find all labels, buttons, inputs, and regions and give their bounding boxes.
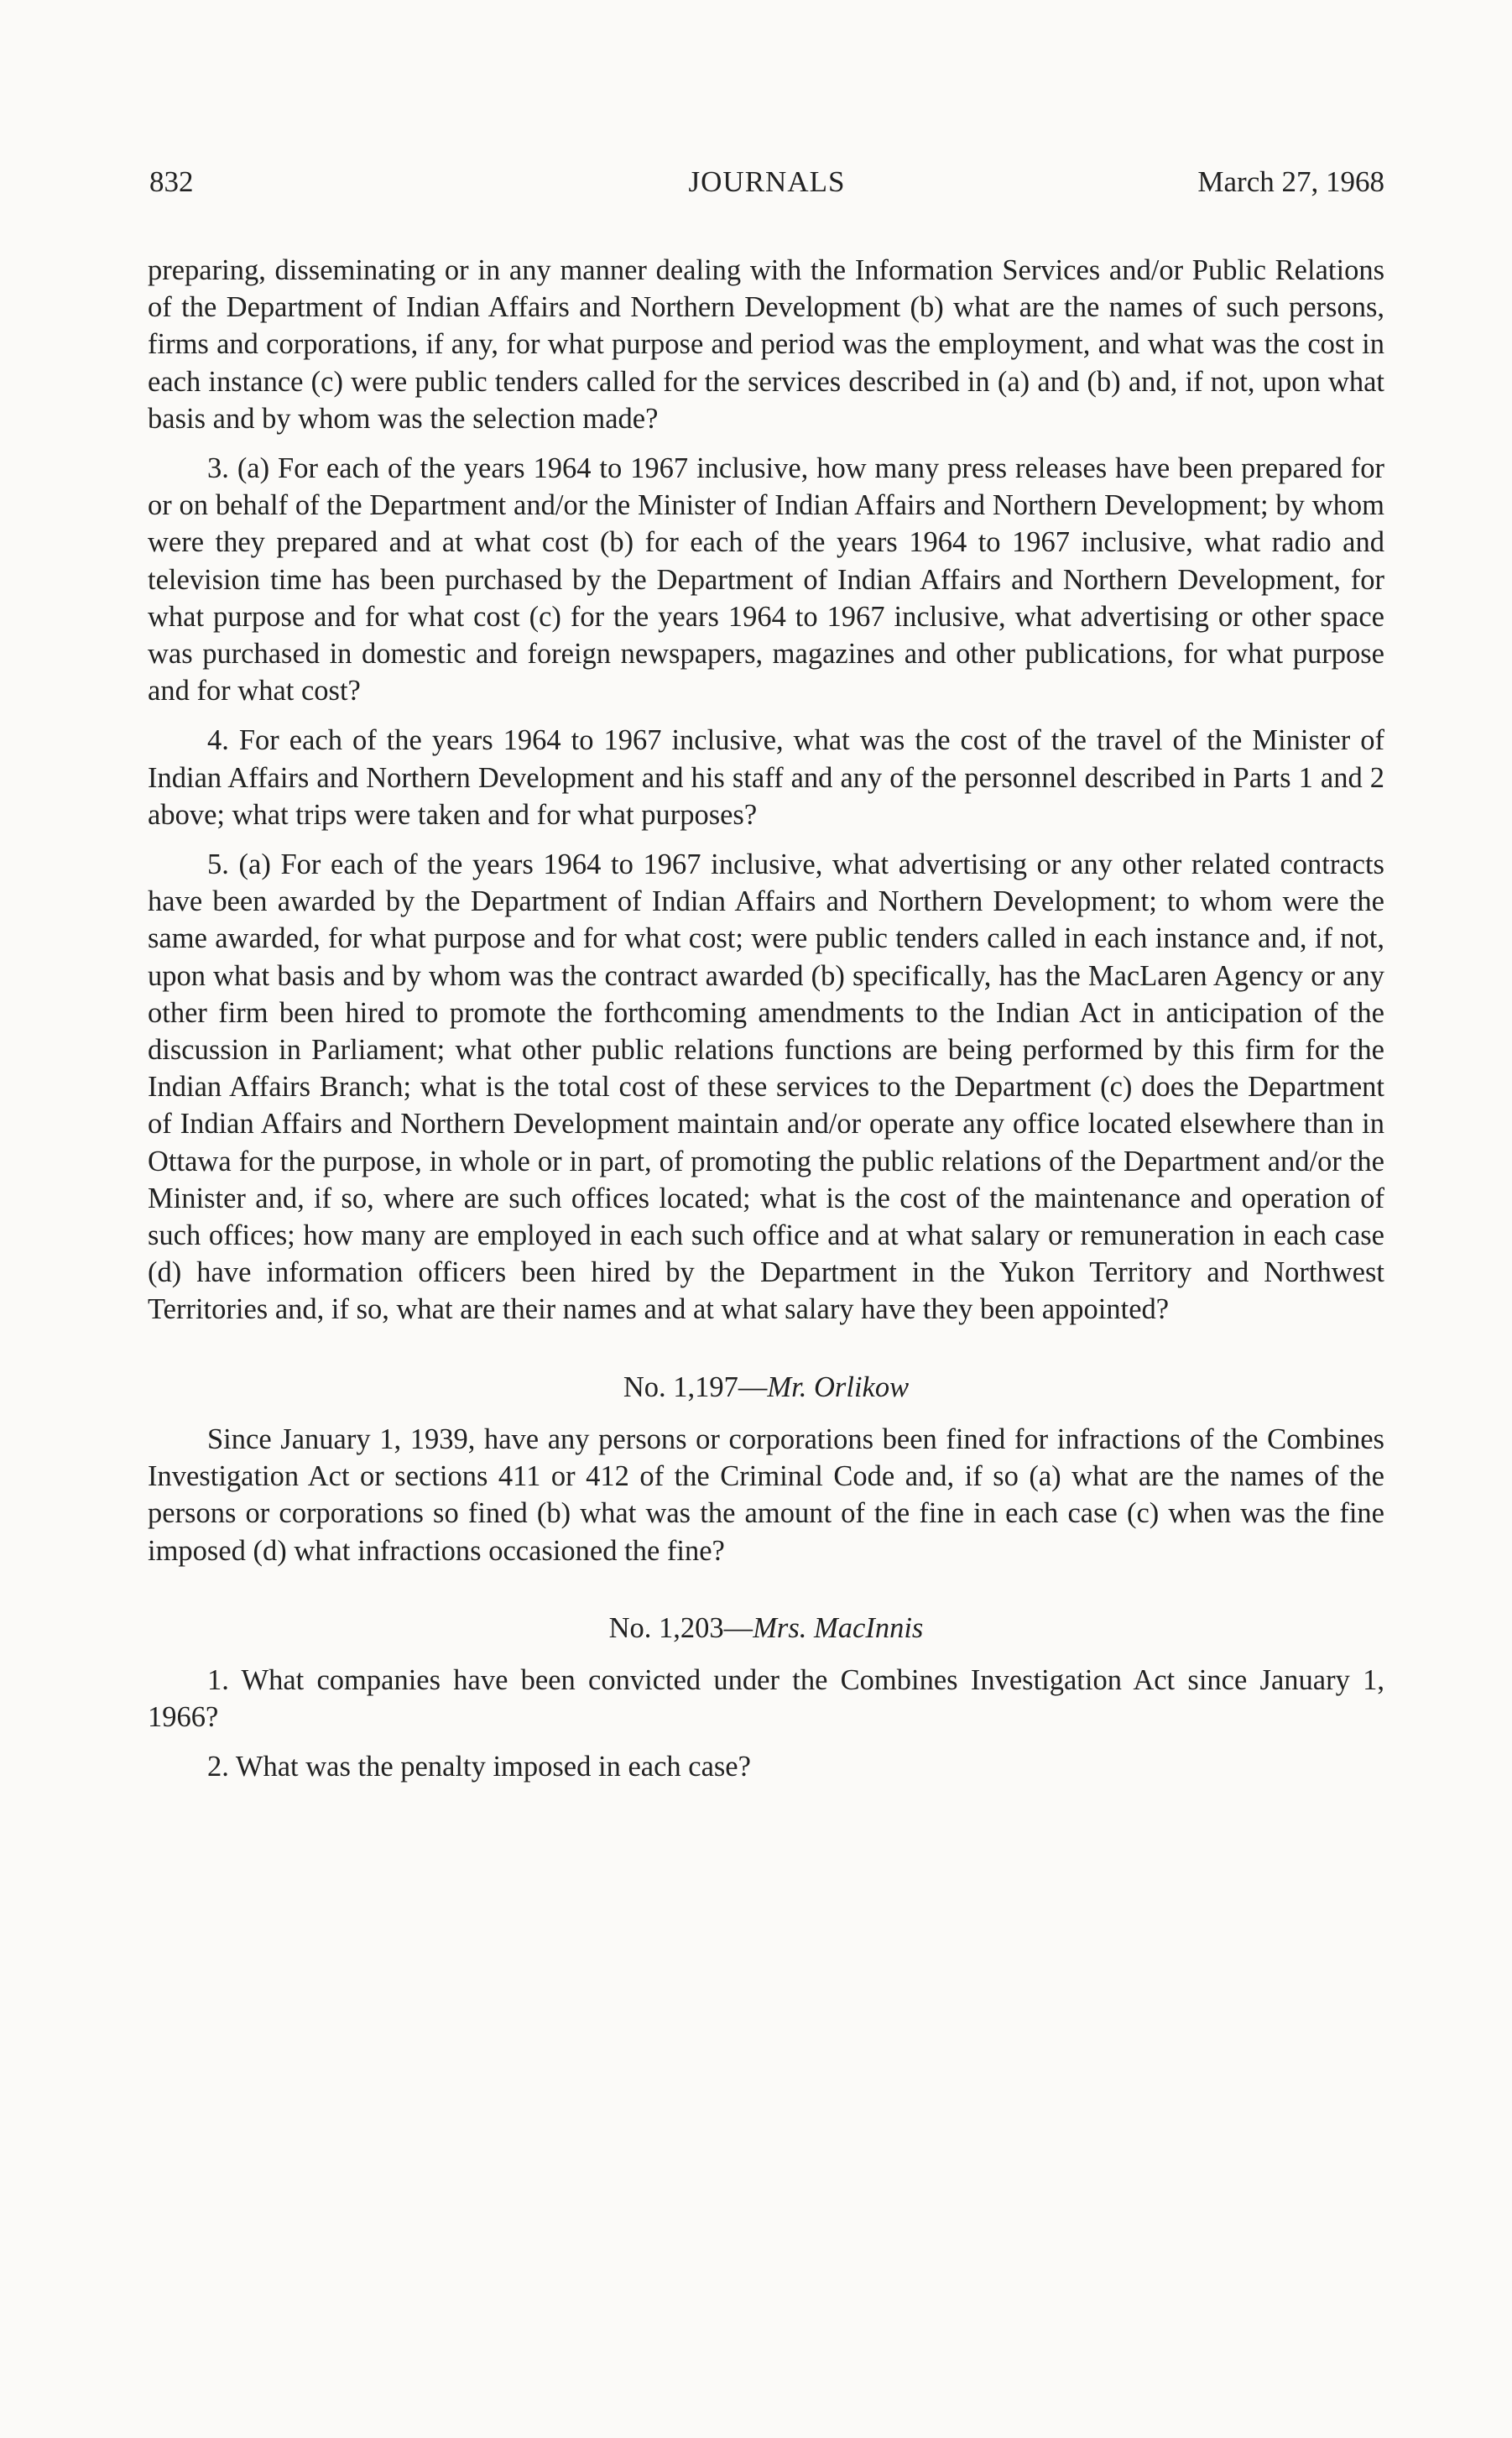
question-number: No. 1,197— xyxy=(623,1370,768,1403)
item-text: What was the penalty imposed in each case? xyxy=(235,1751,751,1783)
item-number: 3. xyxy=(207,452,229,485)
item-number: 5. xyxy=(207,848,229,881)
journal-date: March 27, 1968 xyxy=(1197,165,1384,198)
question-item-3 xyxy=(148,450,1384,709)
question-member: Mr. Orlikow xyxy=(767,1370,910,1403)
body-text xyxy=(148,252,1384,1798)
item-text: (a) For each of the years 1964 to 1967 inclusive, what advertising or any other related contracts have been awarded by the Department of Indian Affairs and Northern Development; to whom were the same awarded, for what purpose and for what cost; were public tenders called in each instance and, if not, upon what basis and by whom was the contract awarded (b) specifically, has the MacLaren Agency or any other firm been hired to promote the forthcoming amendments to the Indian Act in anticipation of the discussion in Parliament; what other public relations functions are being performed by this firm for the Indian Affairs Branch; what is the total cost of these services to the Department (c) does the Department of Indian Affairs and Northern Development maintain and/or operate any office located elsewhere than in Ottawa for the purpose, in whole or in part, of promoting the public relations of the Department and/or the Minister and, if so, where are such offices located; what is the cost of the maintenance and operation of such offices; how many are employed in each such office and at what salary or remuneration in each case (d) have information officers been hired by the Department in the Yukon Territory and Northwest Territories and, if so, what are their names and at what salary have they been appointed? xyxy=(148,848,1384,1326)
continuation-paragraph: preparing, disseminating or in any manner dealing with the Information Services and/or Public Relations of the Department of Indian Affairs and Northern Development (b) what are the names of such persons, firms and corporations, if any, for what purpose and period was the employment, and what was the cost in each instance (c) were public tenders called for the services described in (a) and (b) and, if not, upon what basis and by whom was the selection made? xyxy=(148,254,1384,435)
question-heading-1203 xyxy=(148,1610,1384,1647)
question-heading-1197 xyxy=(148,1369,1384,1406)
question-1203-item-2 xyxy=(148,1748,1384,1785)
question-item-4 xyxy=(148,722,1384,833)
item-number: 2. xyxy=(207,1751,229,1783)
item-text: What companies have been convicted under the Combines Investigation Act since January 1, 1966? xyxy=(148,1663,1384,1734)
question-item-5 xyxy=(148,846,1384,1329)
question-member: Mrs. MacInnis xyxy=(753,1611,924,1644)
item-number: 4. xyxy=(207,724,229,757)
question-number: No. 1,203— xyxy=(608,1611,753,1644)
question-1203-item-1 xyxy=(148,1662,1384,1736)
journal-title: JOURNALS xyxy=(688,165,846,198)
item-text: For each of the years 1964 to 1967 inclusive, what was the cost of the travel of the Minister of Indian Affairs and Northern Development and his staff and any of the personnel described in Parts 1 and 2 above; what trips were taken and for what purposes? xyxy=(148,724,1385,831)
question-1197-text: Since January 1, 1939, have any persons or corporations been fined for infractions of the Combines Investigation Act or sections 411 or 412 of the Criminal Code and, if so (a) what are the names of the persons or corporations so fined (b) what was the amount of the fine in each case (c) when was the fine imposed (d) what infractions occasioned the fine? xyxy=(148,1423,1384,1567)
item-number: 1. xyxy=(207,1663,229,1696)
running-head xyxy=(149,161,1384,203)
item-text: (a) For each of the years 1964 to 1967 inclusive, how many press releases have been prepared for or on behalf of the Department and/or the Minister of Indian Affairs and Northern Development; by whom were they prepared and at what cost (b) for each of the years 1964 to 1967 inclusive, what radio and television time has been purchased by the Department of Indian Affairs and Northern Development, for what purpose and for what cost (c) for the years 1964 to 1967 inclusive, what advertising or other space was purchased in domestic and foreign newspapers, magazines and other publications, for what purpose and for what cost? xyxy=(148,452,1385,707)
page-number: 832 xyxy=(149,165,194,198)
